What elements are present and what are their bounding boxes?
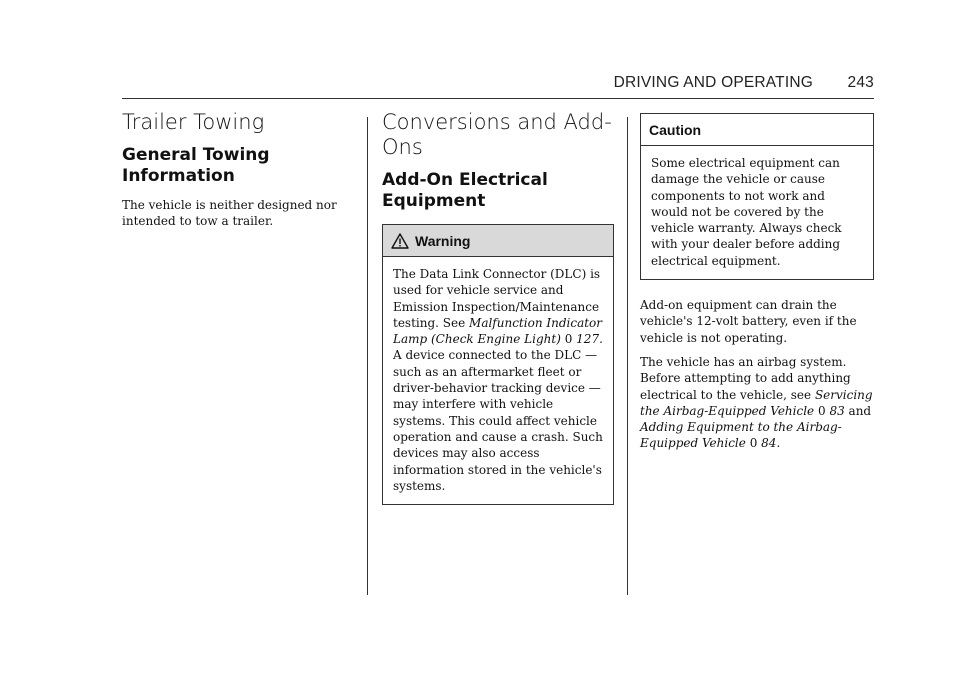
subheading-general-towing: General Towing Information [122,145,270,186]
conjunction-text: and [844,403,872,418]
warning-label: Warning [415,232,471,249]
page-header [614,74,874,92]
header-rule [122,98,874,99]
page-ref-83[interactable]: 83 [829,403,845,418]
airbag-text: The vehicle has an airbag system. Before attempting to add anything electrical to the vehicle, see [640,354,851,402]
caution-box [640,113,874,280]
column-divider-1 [367,117,368,595]
warning-header [383,225,613,257]
section-heading-conversions: Conversions and Add-Ons [382,110,612,159]
page-number: 243 [847,74,874,91]
link-adding-equipment[interactable]: Adding Equipment to the Airbag-Equipped Vehicle [640,420,842,451]
link-malfunction-indicator-lamp[interactable]: Malfunction Indicator Lamp (Check Engine Light) [393,315,603,347]
warning-paragraph-1 [393,266,603,347]
page-ref-84[interactable]: 84. [761,436,781,451]
column-divider-2 [627,117,628,595]
warning-box [382,224,614,505]
section-title: DRIVING AND OPERATING [613,74,814,91]
caution-text: Some electrical equipment can damage the vehicle or cause components to not work and would not be covered by the vehicle warranty. Always check with your dealer before adding electrical equipment. [651,156,842,268]
column-3 [640,113,874,460]
page-ref-arrow-icon: 0 [564,332,573,347]
warning-paragraph-2: A device connected to the DLC — such as an aftermarket fleet or driver-behavior tracking device — may interfere with vehicle systems. This could affect vehicle operation and cause a crash. Such devices may also access information stored in the vehicle's systems. [393,348,603,493]
caution-header [641,114,873,146]
warning-triangle-icon [391,233,409,249]
page-ref-arrow-icon: 0 [749,436,758,451]
caution-label: Caution [649,121,702,138]
paragraph-battery: Add-on equipment can drain the vehicle's 12-volt battery, even if the vehicle is not operating. [640,298,857,345]
page-ref-arrow-icon: 0 [817,403,826,418]
caution-body [641,146,873,279]
section-heading-trailer-towing: Trailer Towing [122,110,265,134]
warning-body [383,257,613,504]
paragraph-airbag [640,354,874,452]
column-2 [382,110,614,505]
warning-text-1: The Data Link Connector (DLC) is used for vehicle service and Emission Inspection/Maintenance testing. See [393,267,601,330]
link-servicing-airbag[interactable]: Servicing the Airbag-Equipped Vehicle [640,387,873,418]
column-1 [122,110,352,238]
paragraph-towing: The vehicle is neither designed nor intended to tow a trailer. [122,198,337,229]
subheading-add-on-electrical: Add-On Electrical Equipment [382,170,548,211]
page-ref-127[interactable]: 127. [576,332,603,347]
